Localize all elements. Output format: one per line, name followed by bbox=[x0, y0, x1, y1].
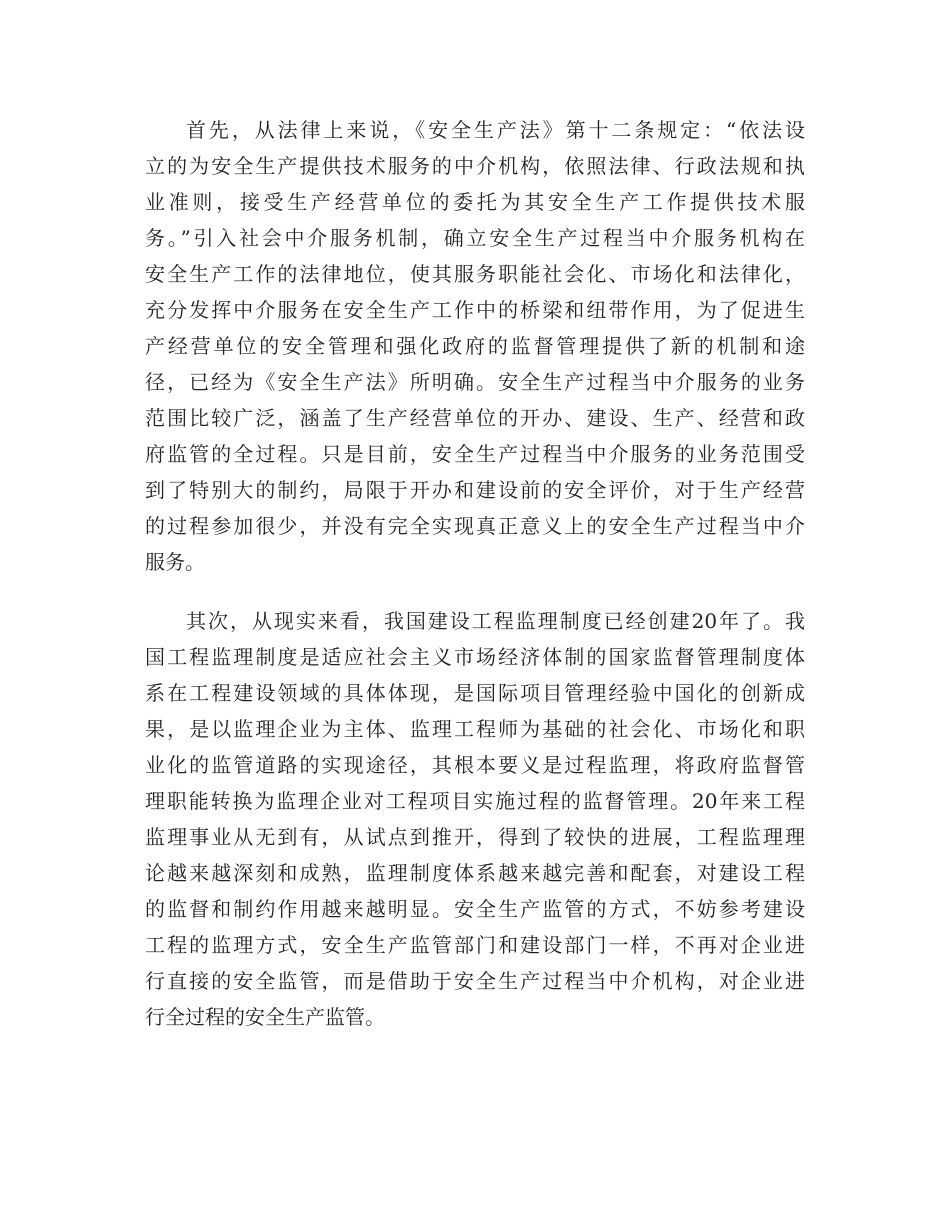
text-line: 府监管的全过程。只是目前，安全生产过程当中介服务的业务范围受 bbox=[145, 442, 805, 466]
paragraph-1 bbox=[145, 112, 805, 580]
text-line: 服务。 bbox=[145, 550, 205, 574]
text-line: 到了特别大的制约，局限于开办和建设前的安全评价，对于生产经营 bbox=[145, 478, 805, 502]
text-line: 其次，从现实来看，我国建设工程监理制度已经创建20年了。我 bbox=[186, 609, 805, 633]
paragraph-2 bbox=[145, 603, 805, 1035]
text-line: 立的为安全生产提供技术服务的中介机构，依照法律、行政法规和执 bbox=[145, 154, 805, 178]
text-line: 理职能转换为监理企业对工程项目实施过程的监督管理。20年来工程 bbox=[145, 789, 805, 813]
text-line: 充分发挥中介服务在安全生产工作中的桥梁和纽带作用，为了促进生 bbox=[145, 298, 805, 322]
text-line: 行直接的安全监管，而是借助于安全生产过程当中介机构，对企业进 bbox=[145, 969, 805, 993]
text-line: 的监督和制约作用越来越明显。安全生产监管的方式，不妨参考建设 bbox=[145, 897, 805, 921]
text-line: 工程的监理方式，安全生产监管部门和建设部门一样，不再对企业进 bbox=[145, 933, 805, 957]
text-line: 业准则，接受生产经营单位的委托为其安全生产工作提供技术服 bbox=[145, 190, 805, 214]
text-line: 径，已经为《安全生产法》所明确。安全生产过程当中介服务的业务 bbox=[145, 370, 805, 394]
text-line: 范围比较广泛，涵盖了生产经营单位的开办、建设、生产、经营和政 bbox=[145, 406, 805, 430]
text-line: 系在工程建设领域的具体体现，是国际项目管理经验中国化的创新成 bbox=[145, 681, 805, 705]
text-line: 产经营单位的安全管理和强化政府的监督管理提供了新的机制和途 bbox=[145, 334, 805, 358]
text-line: 行全过程的安全生产监管。 bbox=[145, 1005, 385, 1029]
text-line: 国工程监理制度是适应社会主义市场经济体制的国家监督管理制度体 bbox=[145, 645, 805, 669]
text-line: 业化的监管道路的实现途径，其根本要义是过程监理，将政府监督管 bbox=[145, 753, 805, 777]
text-line: 安全生产工作的法律地位，使其服务职能社会化、市场化和法律化， bbox=[145, 262, 805, 286]
text-line: 务。”引入社会中介服务机制，确立安全生产过程当中介服务机构在 bbox=[145, 226, 805, 250]
text-line: 的过程参加很少，并没有完全实现真正意义上的安全生产过程当中介 bbox=[145, 514, 805, 538]
text-line: 果，是以监理企业为主体、监理工程师为基础的社会化、市场化和职 bbox=[145, 717, 805, 741]
paragraph-spacer bbox=[145, 580, 805, 603]
text-line: 论越来越深刻和成熟，监理制度体系越来越完善和配套，对建设工程 bbox=[145, 861, 805, 885]
text-line: 监理事业从无到有，从试点到推开，得到了较快的进展，工程监理理 bbox=[145, 825, 805, 849]
text-line: 首先，从法律上来说，《安全生产法》第十二条规定：“依法设 bbox=[186, 118, 805, 142]
document-body bbox=[145, 112, 805, 1035]
